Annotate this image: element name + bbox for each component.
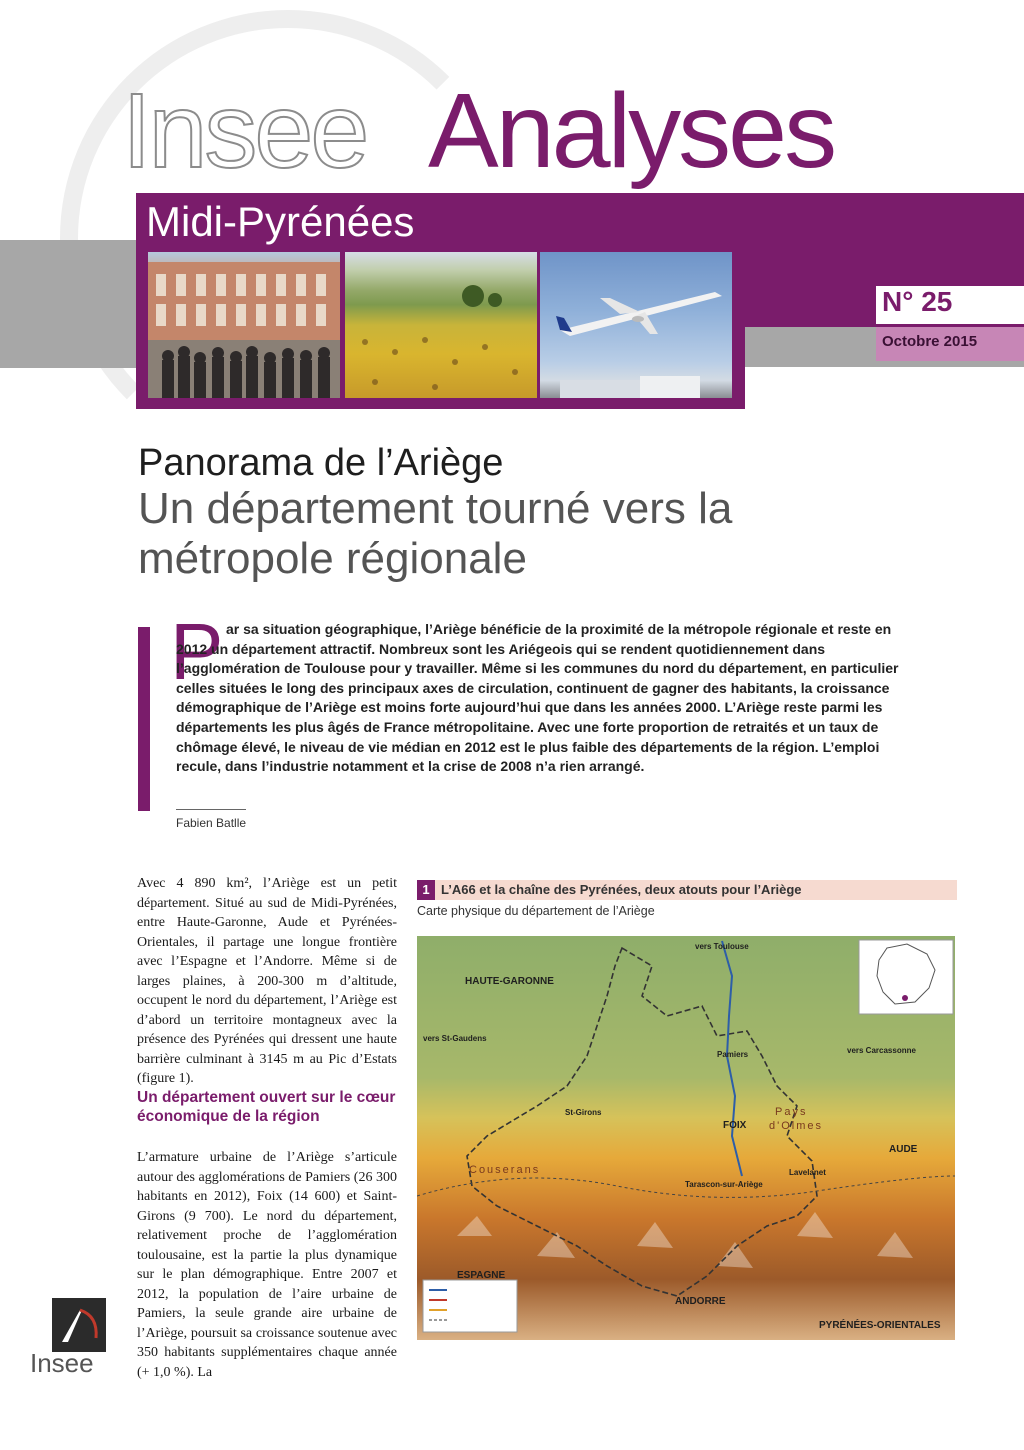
relief-map xyxy=(417,936,955,1340)
photo-sunflower-field xyxy=(345,252,537,398)
map-label-tarascon: Tarascon-sur-Ariège xyxy=(685,1180,763,1189)
map-label-pamiers: Pamiers xyxy=(717,1050,749,1059)
section-heading: Un département ouvert sur le cœur économique de la région xyxy=(137,1089,396,1125)
photo-airbus-aircraft xyxy=(540,252,732,398)
figure-number: 1 xyxy=(417,880,435,900)
lead-text: ar sa situation géographique, l’Ariège bénéficie de la proximité de la métropole régionale et reste en 2012 un département attractif. Nombreux sont les Ariégeois qui se rendent quotidiennement dans l’agglomération de Toulouse pour y travailler. Même si les communes du nord du département, en particulier celles situées le long des principaux axes de circulation, continuent de gagner des habitants, la croissance démographique de l’Ariège est moins forte aujourd’hui que dans les années 2000. L’Ariège reste parmi les départements les plus âgés de France métropolitaine. Avec une forte proportion de retraités et un taux de chômage élevé, le niveau de vie médian en 2012 est le plus faible des départements de la région. L’emploi recule, dans l’industrie notamment et la crise de 2008 n’a rien arrangé. xyxy=(176,621,899,775)
region-name: Midi-Pyrénées xyxy=(146,198,415,245)
map-label-andorre: ANDORRE xyxy=(675,1296,726,1307)
map-label-vers-carcassonne: vers Carcassonne xyxy=(847,1046,916,1055)
photo-capitole-toulouse xyxy=(148,252,340,398)
insee-logo-icon xyxy=(52,1298,106,1352)
map-label-foix: FOIX xyxy=(723,1120,747,1131)
map-label-pyrenees-orientales: PYRÉNÉES-ORIENTALES xyxy=(819,1320,941,1331)
lead-dropcap: P xyxy=(170,607,224,696)
brand-analyses: Analyses xyxy=(428,72,835,190)
issue-number: N° 25 xyxy=(882,286,953,317)
article-title: Panorama de l’Ariège xyxy=(138,442,504,484)
article-subtitle: Un département tourné vers la métropole régionale xyxy=(138,484,733,583)
body-paragraph-1: Avec 4 890 km², l’Ariège est un petit département. Situé au sud de Midi-Pyrénées, entre Haute-Garonne, Aude et Pyrénées-Orientales, il partage une longue frontière avec l’Espagne et l’Andorre. Même si de larges plaines, à 200-300 m d’altitude, occupent le nord du département, l’Ariège est d’abord un territoire montagneux avec la présence des Pyrénées qui dressent une haute barrière culminant à 3145 m au Pic d’Estats (figure 1). xyxy=(137,876,397,1086)
figure-title: L’A66 et la chaîne des Pyrénées, deux atouts pour l’Ariège xyxy=(441,882,802,897)
map-label-aude: AUDE xyxy=(889,1144,918,1155)
issue-date: Octobre 2015 xyxy=(882,333,978,350)
lead-accent-bar xyxy=(138,627,150,811)
map-label-lavelanet: Lavelanet xyxy=(789,1168,826,1177)
lead-paragraph xyxy=(176,620,906,777)
map-label-couserans: Couserans xyxy=(469,1164,541,1176)
map-label-haute-garonne: HAUTE-GARONNE xyxy=(465,976,554,987)
author-divider xyxy=(176,809,246,810)
insee-logo-text: Insee xyxy=(30,1348,94,1378)
brand-insee: Insee xyxy=(122,72,367,190)
map-label-d-olmes: d'Olmes xyxy=(769,1120,823,1132)
map-label-espagne: ESPAGNE xyxy=(457,1270,506,1281)
header-grey-band xyxy=(0,240,138,368)
map-label-st-girons: St-Girons xyxy=(565,1108,602,1117)
body-paragraph-2: L’armature urbaine de l’Ariège s’articule autour des agglomérations de Pamiers (26 300 habitants en 2012), Foix (14 600) et Saint-Girons (9 700). Le nord du département, relativement proche de l’agglomération toulousaine, est la partie la plus dynamique sur le plan démographique. Entre 2007 et 2012, la population de l’aire urbaine de Pamiers, la seule grande aire urbaine de l’Ariège, poursuit sa croissance soutenue avec 350 habitants supplémentaires chaque année (+ 1,0 %). La xyxy=(137,1150,397,1380)
map-label-vers-st-gaudens: vers St-Gaudens xyxy=(423,1034,487,1043)
figure-subtitle: Carte physique du département de l’Ariège xyxy=(417,904,655,918)
map-label-pays: Pays xyxy=(775,1106,808,1118)
author-name: Fabien Batlle xyxy=(176,816,247,830)
map-label-vers-toulouse: vers Toulouse xyxy=(695,942,749,951)
